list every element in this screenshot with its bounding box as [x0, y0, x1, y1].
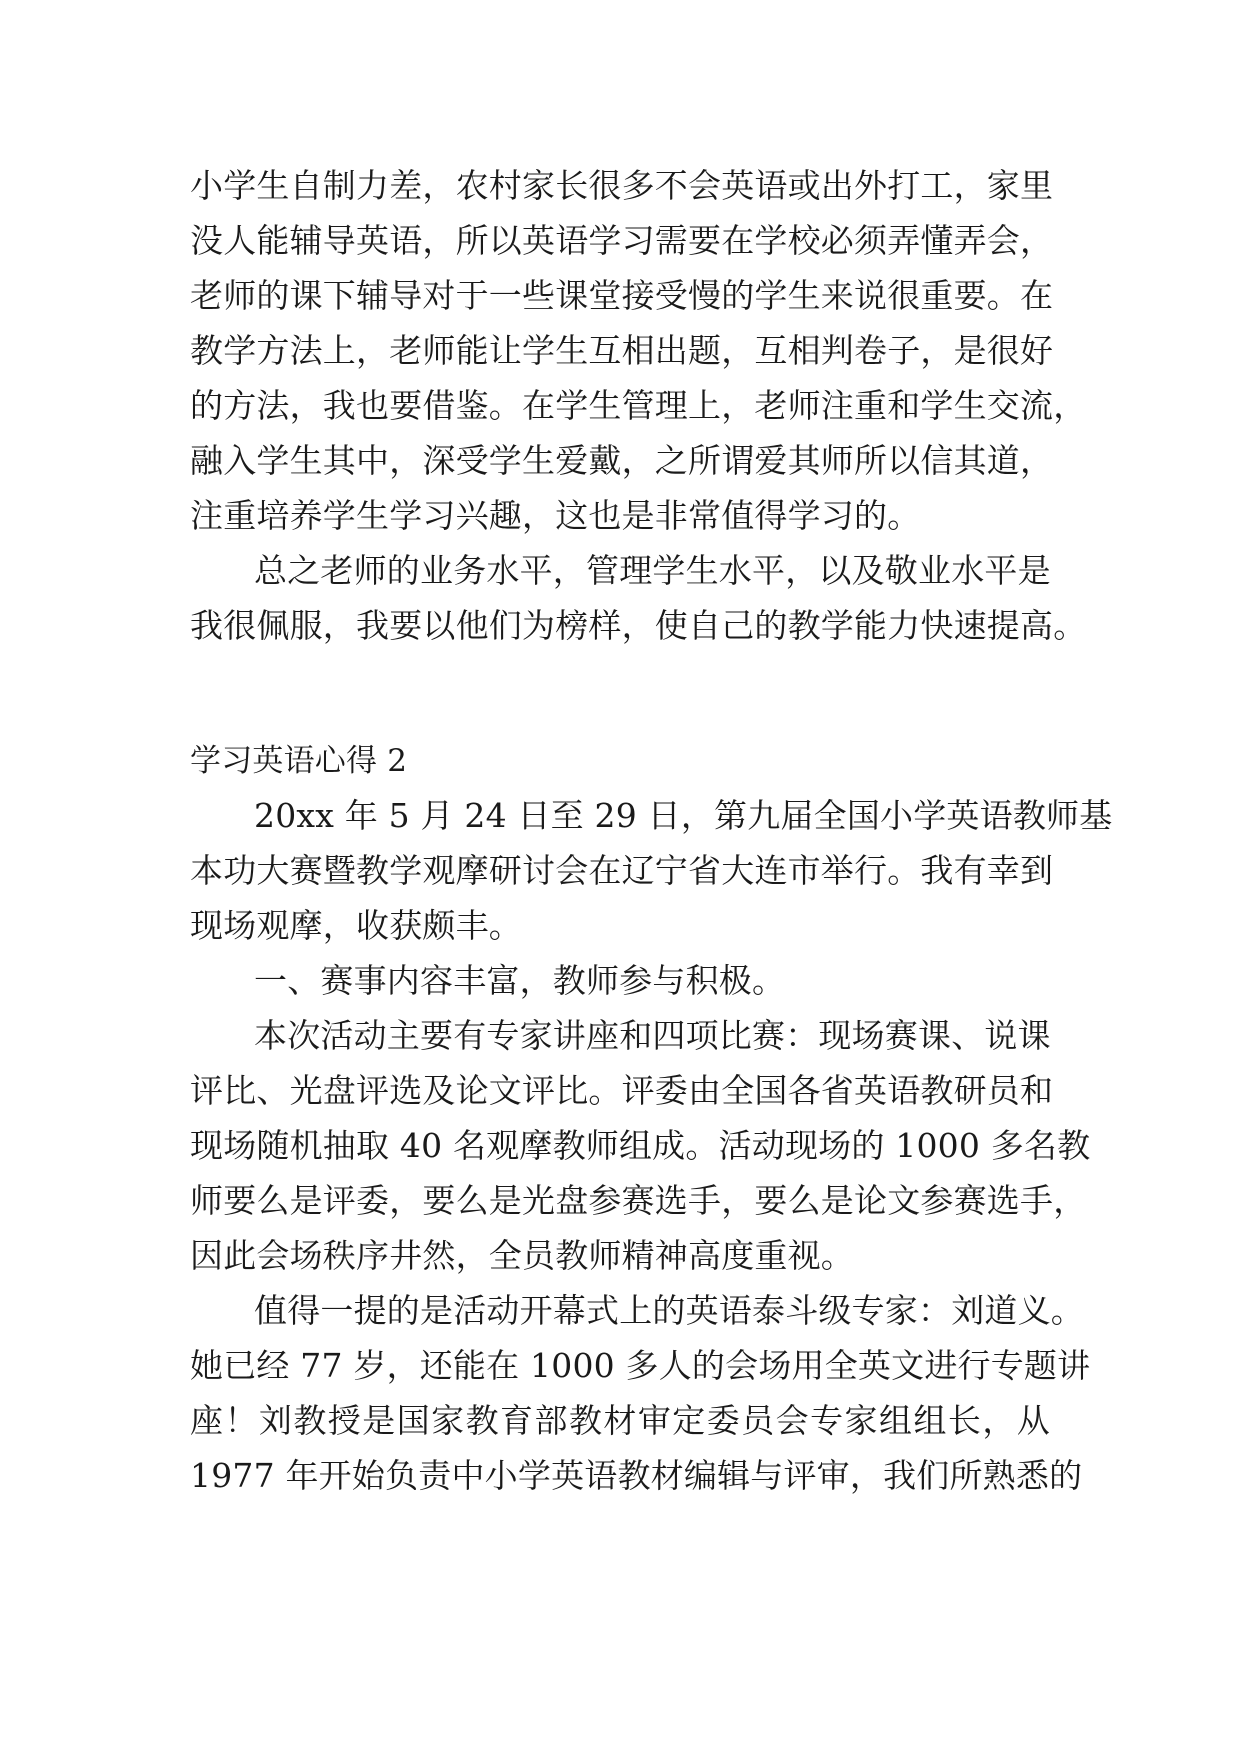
paragraph-2-line-2: 我很佩服，我要以他们为榜样，使自己的教学能力快速提高。 [190, 606, 1087, 645]
paragraph-5-line-4: 师要么是评委，要么是光盘参赛选手，要么是论文参赛选手， [190, 1181, 1087, 1220]
paragraph-1-line-4: 教学方法上，老师能让学生互相出题，互相判卷子，是很好 [190, 331, 1054, 370]
paragraph-6-line-1: 值得一提的是活动开幕式上的英语泰斗级专家：刘道义。 [254, 1291, 1084, 1330]
paragraph-1-line-1: 小学生自制力差，农村家长很多不会英语或出外打工，家里 [190, 166, 1054, 205]
paragraph-5-line-1: 本次活动主要有专家讲座和四项比赛：现场赛课、说课 [254, 1016, 1051, 1055]
paragraph-1-line-2: 没人能辅导英语，所以英语学习需要在学校必须弄懂弄会， [190, 221, 1054, 260]
paragraph-3-line-2: 本功大赛暨教学观摩研讨会在辽宁省大连市举行。我有幸到 [190, 851, 1054, 890]
section-heading: 学习英语心得 2 [190, 743, 408, 779]
paragraph-2-line-1: 总之老师的业务水平，管理学生水平，以及敬业水平是 [254, 551, 1051, 590]
paragraph-1-line-5: 的方法，我也要借鉴。在学生管理上，老师注重和学生交流， [190, 386, 1087, 425]
paragraph-1-line-7: 注重培养学生学习兴趣，这也是非常值得学习的。 [190, 496, 921, 535]
paragraph-6-line-4: 1977 年开始负责中小学英语教材编辑与评审，我们所熟悉的 [190, 1456, 1083, 1495]
paragraph-5-line-5: 因此会场秩序井然，全员教师精神高度重视。 [190, 1236, 854, 1275]
paragraph-6-line-3: 座！刘教授是国家教育部教材审定委员会专家组组长，从 [190, 1401, 1050, 1440]
paragraph-3-line-3: 现场观摩，收获颇丰。 [190, 906, 522, 945]
paragraph-1-line-6: 融入学生其中，深受学生爱戴，之所谓爱其师所以信其道， [190, 441, 1054, 480]
paragraph-5-line-3: 现场随机抽取 40 名观摩教师组成。活动现场的 1000 多名教 [190, 1126, 1091, 1165]
paragraph-3-line-1: 20xx 年 5 月 24 日至 29 日，第九届全国小学英语教师基 [254, 796, 1113, 835]
paragraph-4-line-1: 一、赛事内容丰富，教师参与积极。 [254, 961, 786, 1000]
paragraph-5-line-2: 评比、光盘评选及论文评比。评委由全国各省英语教研员和 [190, 1071, 1054, 1110]
paragraph-1-line-3: 老师的课下辅导对于一些课堂接受慢的学生来说很重要。在 [190, 276, 1054, 315]
paragraph-6-line-2: 她已经 77 岁，还能在 1000 多人的会场用全英文进行专题讲 [190, 1346, 1091, 1385]
